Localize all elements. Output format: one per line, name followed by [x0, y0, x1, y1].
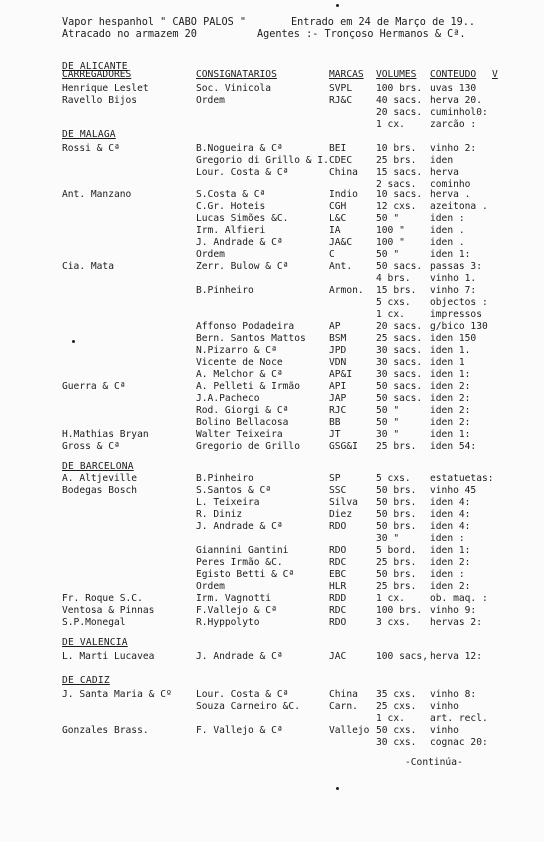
- consignee: J.A.Pacheco: [196, 393, 260, 404]
- content: iden 2:: [430, 393, 471, 404]
- content: herva: [430, 167, 459, 178]
- consignee: J. Andrade & Cª: [196, 651, 283, 662]
- mark: Ant.: [329, 261, 353, 272]
- content: uvas 130: [430, 83, 477, 94]
- consignee: A. Pelleti & Irmão: [196, 381, 300, 392]
- col-marks: MARCAS: [329, 69, 364, 80]
- content: passas 3:: [430, 261, 482, 272]
- content: iden .: [430, 237, 465, 248]
- volume: 20 sacs.: [376, 321, 423, 332]
- content: art. recl.: [430, 713, 488, 724]
- port-name: DE VALENCIA: [62, 637, 128, 648]
- volume: 50 brs.: [376, 569, 417, 580]
- mark: C: [329, 249, 335, 260]
- manifest-row: [0, 545, 544, 557]
- volume: 30 ": [376, 533, 400, 544]
- content: iden :: [430, 533, 465, 544]
- content: iden :: [430, 569, 465, 580]
- mark: RDO: [329, 521, 347, 532]
- volume: 12 cxs.: [376, 201, 417, 212]
- volume: 15 brs.: [376, 285, 417, 296]
- content: iden :: [430, 213, 465, 224]
- consignee: Walter Teixeira: [196, 429, 283, 440]
- consignee: S.Santos & Cª: [196, 485, 272, 496]
- col-consignees: CONSIGNATARIOS: [196, 69, 277, 80]
- mark: API: [329, 381, 347, 392]
- manifest-row: [0, 381, 544, 393]
- consignee: Bern. Santos Mattos: [196, 333, 306, 344]
- volume: 30 ": [376, 429, 400, 440]
- consignee: Irm. Alfieri: [196, 225, 266, 236]
- volume: 30 sacs.: [376, 369, 423, 380]
- manifest-row: [0, 569, 544, 581]
- consignee: Giannini Gantini: [196, 545, 289, 556]
- manifest-row: [0, 701, 544, 713]
- manifest-row: [0, 713, 544, 725]
- manifest-row: [0, 309, 544, 321]
- mark: CDEC: [329, 155, 353, 166]
- consignee: Gregorio de Grillo: [196, 441, 300, 452]
- consignee: Gregorio di Grillo & I.: [196, 155, 329, 166]
- mark: Carn.: [329, 701, 358, 712]
- content: iden 2:: [430, 557, 471, 568]
- volume: 4 brs.: [376, 273, 411, 284]
- volume: 1 cx.: [376, 119, 405, 130]
- manifest-row: [0, 593, 544, 605]
- volume: 50 ": [376, 249, 400, 260]
- page-mark: [72, 340, 75, 343]
- mark: JAP: [329, 393, 347, 404]
- content: iden 4:: [430, 521, 471, 532]
- mark: SVPL: [329, 83, 353, 94]
- volume: 5 cxs.: [376, 473, 411, 484]
- manifest-row: [0, 201, 544, 213]
- mark: AP: [329, 321, 341, 332]
- col-value: V: [492, 69, 498, 80]
- page-mark: [336, 787, 339, 790]
- consignee: Souza Carneiro &C.: [196, 701, 300, 712]
- manifest-row: [0, 689, 544, 701]
- volume: 1 cx.: [376, 713, 405, 724]
- manifest-row: [0, 167, 544, 179]
- content: vinho 1.: [430, 273, 477, 284]
- content: iden .: [430, 225, 465, 236]
- content: iden 4:: [430, 497, 471, 508]
- mark: BSM: [329, 333, 347, 344]
- mark: GSG&I: [329, 441, 358, 452]
- shipper: Fr. Roque S.C.: [62, 593, 143, 604]
- shipper: S.P.Monegal: [62, 617, 126, 628]
- shipper: H.Mathias Bryan: [62, 429, 149, 440]
- manifest-row: [0, 155, 544, 167]
- volume: 25 brs.: [376, 581, 417, 592]
- content: iden 2:: [430, 581, 471, 592]
- volume: 100 ": [376, 237, 405, 248]
- volume: 1 cx.: [376, 309, 405, 320]
- volume: 30 sacs.: [376, 345, 423, 356]
- consignee: Rod. Giorgi & Cª: [196, 405, 289, 416]
- content: iden 4:: [430, 509, 471, 520]
- content: azeitona .: [430, 201, 488, 212]
- shipper: Rossi & Cª: [62, 143, 120, 154]
- content: cognac 20:: [430, 737, 488, 748]
- content: iden 2:: [430, 417, 471, 428]
- volume: 50 brs.: [376, 497, 417, 508]
- mark: RJC: [329, 405, 347, 416]
- content: iden 1:: [430, 429, 471, 440]
- mark: BB: [329, 417, 341, 428]
- content: ob. maq. :: [430, 593, 488, 604]
- content: iden 1:: [430, 369, 471, 380]
- volume: 50 brs.: [376, 485, 417, 496]
- manifest-row: [0, 95, 544, 107]
- volume: 100 brs.: [376, 605, 423, 616]
- volume: 50 ": [376, 213, 400, 224]
- content: herva .: [430, 189, 471, 200]
- port-name: DE ALICANTE: [62, 61, 128, 72]
- header-line-2: [0, 29, 544, 41]
- content: iden 54:: [430, 441, 477, 452]
- mark: RDD: [329, 593, 347, 604]
- mark: RJ&C: [329, 95, 353, 106]
- consignee: S.Costa & Cª: [196, 189, 266, 200]
- manifest-row: [0, 143, 544, 155]
- manifest-row: [0, 405, 544, 417]
- manifest-row: [0, 725, 544, 737]
- port-section-heading: [0, 61, 544, 73]
- shipper: L. Marti Lucavea: [62, 651, 155, 662]
- consignee: B.Pinheiro: [196, 473, 254, 484]
- shipper: J. Santa Maria & Cº: [62, 689, 172, 700]
- mark: Armon.: [329, 285, 364, 296]
- volume: 50 sacs.: [376, 393, 423, 404]
- content: vinho: [430, 701, 459, 712]
- port-section-heading: [0, 461, 544, 473]
- content: g/bico 130: [430, 321, 488, 332]
- manifest-row: [0, 333, 544, 345]
- manifest-row: [0, 485, 544, 497]
- volume: 50 ": [376, 417, 400, 428]
- manifest-row: [0, 213, 544, 225]
- manifest-row: [0, 521, 544, 533]
- manifest-row: [0, 297, 544, 309]
- volume: 35 cxs.: [376, 689, 417, 700]
- manifest-row: [0, 533, 544, 545]
- manifest-row: [0, 357, 544, 369]
- mark: JT: [329, 429, 341, 440]
- volume: 50 brs.: [376, 509, 417, 520]
- port-name: DE CADIZ: [62, 675, 110, 686]
- manifest-row: [0, 261, 544, 273]
- volume: 50 sacs.: [376, 261, 423, 272]
- consignee: B.Nogueira & Cª: [196, 143, 283, 154]
- manifest-row: [0, 617, 544, 629]
- mark: BEI: [329, 143, 347, 154]
- volume: 100 brs.: [376, 83, 423, 94]
- volume: 100 ": [376, 225, 405, 236]
- manifest-row: [0, 321, 544, 333]
- mark: China: [329, 689, 358, 700]
- consignee: F. Vallejo & Cª: [196, 725, 283, 736]
- consignee: Affonso Podadeira: [196, 321, 295, 332]
- mark: JAC: [329, 651, 347, 662]
- port-name: DE BARCELONA: [62, 461, 134, 472]
- volume: 10 brs.: [376, 143, 417, 154]
- mark: EBC: [329, 569, 347, 580]
- manifest-row: [0, 417, 544, 429]
- volume: 50 cxs.: [376, 725, 417, 736]
- consignee: R.Hyppolyto: [196, 617, 260, 628]
- manifest-row: [0, 441, 544, 453]
- manifest-row: [0, 509, 544, 521]
- manifest-row: [0, 249, 544, 261]
- content: iden: [430, 155, 454, 166]
- mark: Diez: [329, 509, 353, 520]
- content: iden 2:: [430, 405, 471, 416]
- arrival-date: Entrado em 24 de Março de 19..: [291, 17, 476, 28]
- mark: Silva: [329, 497, 358, 508]
- volume: 1 cx.: [376, 593, 405, 604]
- col-shippers: CARREGADORES: [62, 69, 132, 80]
- shipper: Gonzales Brass.: [62, 725, 149, 736]
- volume: 25 brs.: [376, 441, 417, 452]
- manifest-row: [0, 429, 544, 441]
- content: vinho: [430, 725, 459, 736]
- shipper: A. Altjeville: [62, 473, 138, 484]
- volume: 20 sacs.: [376, 107, 423, 118]
- mark: SSC: [329, 485, 347, 496]
- shipper: Guerra & Cª: [62, 381, 126, 392]
- content: vinho 45: [430, 485, 477, 496]
- volume: 30 cxs.: [376, 737, 417, 748]
- col-contents: CONTEUDO: [430, 69, 477, 80]
- mark: L&C: [329, 213, 347, 224]
- mark: JPD: [329, 345, 347, 356]
- manifest-row: [0, 393, 544, 405]
- manifest-row: [0, 497, 544, 509]
- consignee: Lour. Costa & Cª: [196, 689, 289, 700]
- shipper: Ant. Manzano: [62, 189, 132, 200]
- shipper: Gross & Cª: [62, 441, 120, 452]
- manifest-row: [0, 189, 544, 201]
- agents: Agentes :- Tronçoso Hermanos & Cª.: [257, 29, 466, 40]
- consignee: R. Diniz: [196, 509, 243, 520]
- consignee: N.Pizarro & Cª: [196, 345, 277, 356]
- content: objectos :: [430, 297, 488, 308]
- volume: 25 brs.: [376, 557, 417, 568]
- manifest-row: [0, 581, 544, 593]
- manifest-row: [0, 237, 544, 249]
- consignee: Zerr. Bulow & Cª: [196, 261, 289, 272]
- content: vinho 2:: [430, 143, 477, 154]
- shipper: Ventosa & Pinnas: [62, 605, 155, 616]
- volume: 10 sacs.: [376, 189, 423, 200]
- volume: 2 sacs.: [376, 179, 417, 190]
- volume: 30 sacs.: [376, 357, 423, 368]
- content: iden 150: [430, 333, 477, 344]
- content: iden 2:: [430, 381, 471, 392]
- mark: HLR: [329, 581, 347, 592]
- content: hervas 2:: [430, 617, 482, 628]
- volume: 40 sacs.: [376, 95, 423, 106]
- col-volumes: VOLUMES: [376, 69, 417, 80]
- manifest-row: [0, 605, 544, 617]
- mark: SP: [329, 473, 341, 484]
- port-name: DE MALAGA: [62, 129, 116, 140]
- consignee: Lour. Costa & Cª: [196, 167, 289, 178]
- content: iden 1:: [430, 545, 471, 556]
- mark: RDO: [329, 617, 347, 628]
- mark: VDN: [329, 357, 347, 368]
- consignee: Egisto Betti & Cª: [196, 569, 295, 580]
- volume: 50 brs.: [376, 521, 417, 532]
- consignee: J. Andrade & Cª: [196, 237, 283, 248]
- consignee: Irm. Vagnotti: [196, 593, 272, 604]
- shipper: Cia. Mata: [62, 261, 114, 272]
- content: iden 1: [430, 357, 465, 368]
- consignee: Ordem: [196, 249, 225, 260]
- volume: 50 ": [376, 405, 400, 416]
- content: impressos: [430, 309, 482, 320]
- mark: AP&I: [329, 369, 353, 380]
- consignee: Peres Irmão &C.: [196, 557, 283, 568]
- consignee: Soc. Vinicola: [196, 83, 272, 94]
- shipper: Bodegas Bosch: [62, 485, 138, 496]
- port-section-heading: [0, 637, 544, 649]
- content: zarcão :: [430, 119, 477, 130]
- consignee: Vicente de Noce: [196, 357, 283, 368]
- consignee: L. Teixeira: [196, 497, 260, 508]
- mark: CGH: [329, 201, 347, 212]
- volume: 3 cxs.: [376, 617, 411, 628]
- consignee: A. Melchor & Cª: [196, 369, 283, 380]
- manifest-row: [0, 737, 544, 749]
- volume: 25 cxs.: [376, 701, 417, 712]
- volume: 25 brs.: [376, 155, 417, 166]
- volume: 15 sacs.: [376, 167, 423, 178]
- mark: JA&C: [329, 237, 353, 248]
- consignee: Bolino Bellacosa: [196, 417, 289, 428]
- mark: Vallejo: [329, 725, 370, 736]
- manifest-row: [0, 107, 544, 119]
- mark: Indio: [329, 189, 358, 200]
- volume: 5 bord.: [376, 545, 417, 556]
- port-section-heading: [0, 129, 544, 141]
- consignee: B.Pinheiro: [196, 285, 254, 296]
- manifest-row: [0, 83, 544, 95]
- content: iden 1:: [430, 249, 471, 260]
- consignee: Lucas Simões &C.: [196, 213, 289, 224]
- content: iden 1.: [430, 345, 471, 356]
- consignee: Ordem: [196, 581, 225, 592]
- consignee: Ordem: [196, 95, 225, 106]
- content: vinho 9:: [430, 605, 477, 616]
- content: cuminhol0:: [430, 107, 488, 118]
- consignee: C.Gr. Hoteis: [196, 201, 266, 212]
- shipper: Ravello Bijos: [62, 95, 138, 106]
- mark: RDC: [329, 557, 347, 568]
- content: cominho: [430, 179, 471, 190]
- manifest-row: [0, 369, 544, 381]
- consignee: J. Andrade & Cª: [196, 521, 283, 532]
- manifest-row: [0, 651, 544, 663]
- vessel-name: Vapor hespanhol " CABO PALOS ": [62, 17, 247, 28]
- mark: RDC: [329, 605, 347, 616]
- port-section-heading: [0, 675, 544, 687]
- berth: Atracado no armazem 20: [62, 29, 197, 40]
- mark: RDO: [329, 545, 347, 556]
- content: herva 20.: [430, 95, 482, 106]
- consignee: F.Vallejo & Cª: [196, 605, 277, 616]
- shipper: Henrique Leslet: [62, 83, 149, 94]
- manifest-row: [0, 345, 544, 357]
- manifest-row: [0, 557, 544, 569]
- content: estatuetas:: [430, 473, 494, 484]
- volume: 100 sacs,: [376, 651, 428, 662]
- content: herva 12:: [430, 651, 482, 662]
- manifest-row: [0, 225, 544, 237]
- volume: 5 cxs.: [376, 297, 411, 308]
- manifest-row: [0, 285, 544, 297]
- header-line-1: [0, 17, 544, 29]
- continued-note: -Continúa-: [405, 757, 463, 768]
- content: vinho 8:: [430, 689, 477, 700]
- manifest-row: [0, 473, 544, 485]
- content: vinho 7:: [430, 285, 477, 296]
- manifest-row: [0, 273, 544, 285]
- volume: 50 sacs.: [376, 381, 423, 392]
- page-mark: [336, 4, 339, 7]
- mark: China: [329, 167, 358, 178]
- volume: 25 sacs.: [376, 333, 423, 344]
- mark: IA: [329, 225, 341, 236]
